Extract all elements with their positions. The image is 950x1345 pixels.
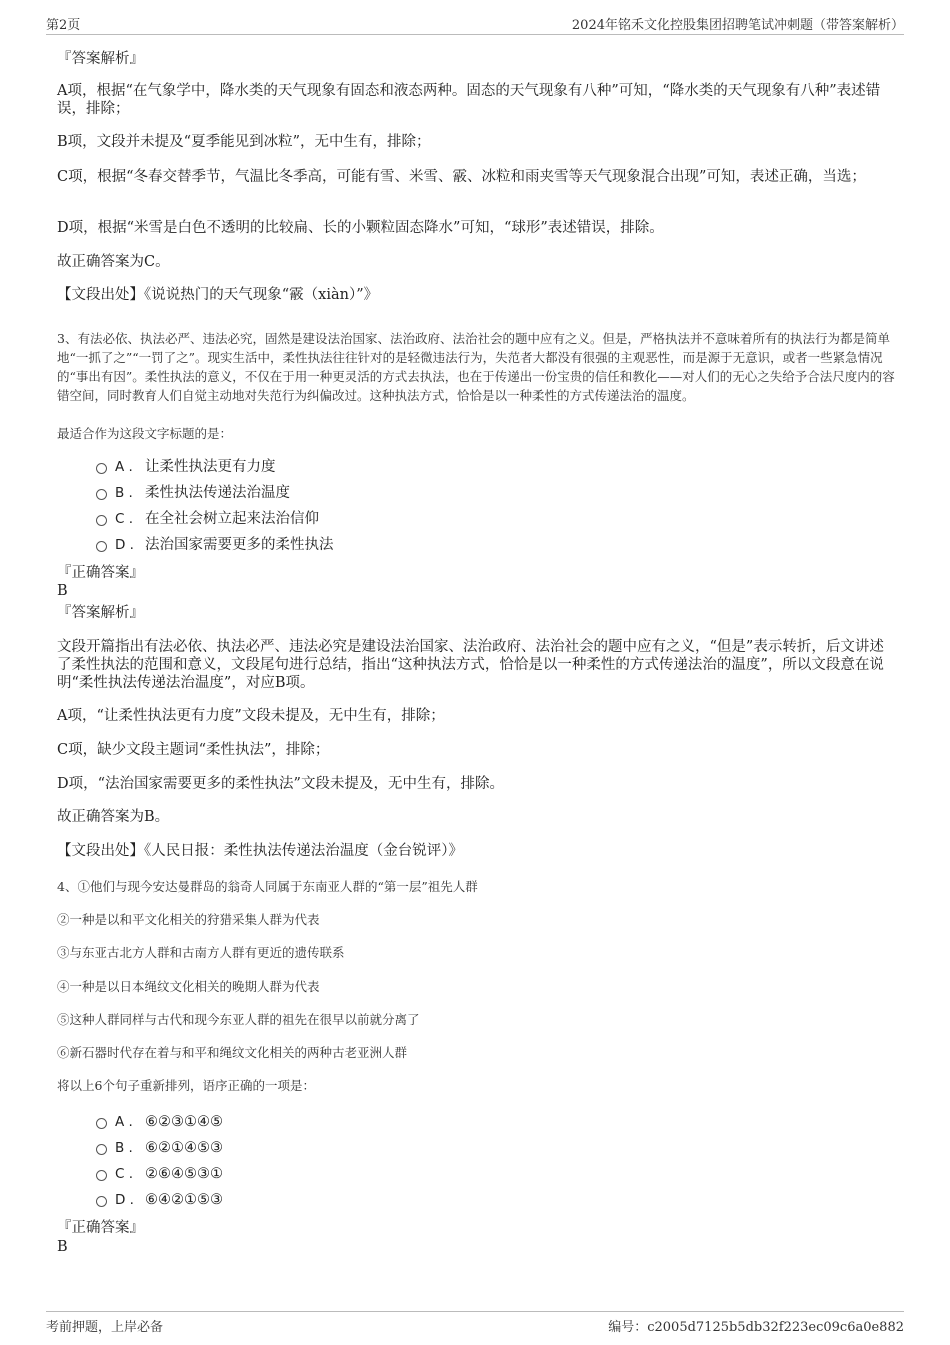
q2-analysis-a: A项，根据“在气象学中，降水类的天气现象有固态和液态两种。固态的天气现象有八种”可知，“降水类的天气现象有八种”表述错误，排除； (57, 83, 881, 117)
q2-source: 【文段出处】《说说热门的天气现象“霰（xiàn）”》 (57, 287, 379, 303)
radio-icon[interactable] (96, 541, 107, 552)
q3-analysis-main: 文段开篇指出有法必依、执法必严、违法必究是建设法治国家、法治政府、法治社会的题中应有之义，“但是”表示转折，后文讲述了柔性执法的范围和意义，文段尾句进行总结，指出“这种执法方式，恰恰是以一种柔性的方式传递法治的温度”，所以文段意在说明“柔性执法传递法治温度”，对应B项。 (57, 639, 884, 691)
q4-answer-label: 『正确答案』 (57, 1220, 144, 1236)
q4-option-d[interactable]: D . ⑥④②①⑤③ (96, 1191, 223, 1209)
q4-sentence-5: ⑤这种人群同样与古代和现今东亚人群的祖先在很早以前就分离了 (57, 1012, 420, 1027)
q4-sentence-3: ③与东亚古北方人群和古南方人群有更近的遗传联系 (57, 945, 345, 960)
radio-icon[interactable] (96, 515, 107, 526)
page-header (46, 14, 904, 35)
q4-sentence-1: 4、①他们与现今安达曼群岛的翁奇人同属于东南亚人群的“第一层”祖先人群 (57, 879, 478, 894)
radio-icon[interactable] (96, 489, 107, 500)
radio-icon[interactable] (96, 1196, 107, 1207)
q4-answer: B (57, 1239, 68, 1255)
q4-prompt: 将以上6个句子重新排列，语序正确的一项是： (57, 1078, 315, 1093)
q4-option-b[interactable]: B . ⑥②①④⑤③ (96, 1139, 223, 1157)
q2-analysis-d: D项，根据“米雪是白色不透明的比较扁、长的小颗粒固态降水”可知，“球形”表述错误，排除。 (57, 220, 664, 236)
q3-option-b[interactable]: B . 柔性执法传递法治温度 (96, 484, 290, 502)
q3-analysis-d: D项，“法治国家需要更多的柔性执法”文段未提及，无中生有，排除。 (57, 776, 504, 792)
q3-option-c[interactable]: C . 在全社会树立起来法治信仰 (96, 510, 319, 528)
q3-stem: 3、有法必依、执法必严、违法必究，固然是建设法治国家、法治政府、法治社会的题中应有之义。但是，严格执法并不意味着所有的执法行为都是简单地“一抓了之”“一罚了之”。现实生活中，柔性执法往往针对的是轻微违法行为，失范者大都没有很强的主观恶性，而是源于无意识，或者一些紧急情况的“事出有因”。柔性执法的意义，不仅在于用一种更灵活的方式去执法，也在于传递出一份宝贵的信任和教化——对人们的无心之失给予合法尺度内的容错空间，同时教育人们自觉主动地对失范行为纠偏改过。这种执法方式，恰恰是以一种柔性的方式传递法治的温度。 (57, 331, 895, 403)
page-number: 第2页 (46, 18, 81, 33)
q4-sentence-6: ⑥新石器时代存在着与和平和绳纹文化相关的两种古老亚洲人群 (57, 1045, 408, 1060)
footer-slogan: 考前押题，上岸必备 (46, 1320, 164, 1335)
q3-prompt: 最适合作为这段文字标题的是： (57, 426, 233, 441)
q4-sentence-4: ④一种是以日本绳纹文化相关的晚期人群为代表 (57, 979, 320, 994)
q3-option-d[interactable]: D . 法治国家需要更多的柔性执法 (96, 536, 334, 554)
q2-analysis-label: 『答案解析』 (57, 51, 144, 67)
footer-document-id: 编号：c2005d7125b5db32f223ec09c6a0e882 (608, 1320, 904, 1335)
q3-answer-label: 『正确答案』 (57, 565, 144, 581)
q3-option-a[interactable]: A . 让柔性执法更有力度 (96, 458, 276, 476)
q3-source: 【文段出处】《人民日报：柔性执法传递法治温度（金台锐评）》 (57, 843, 463, 859)
page-footer (46, 1311, 904, 1336)
q2-analysis-c: C项，根据“冬春交替季节，气温比冬季高，可能有雪、米雪、霰、冰粒和雨夹雪等天气现象混合出现”可知，表述正确，当选； (57, 169, 866, 185)
q3-answer: B (57, 583, 68, 599)
q3-analysis-c: C项，缺少文段主题词“柔性执法”，排除； (57, 742, 330, 758)
document-title: 2024年铭禾文化控股集团招聘笔试冲刺题（带答案解析） (571, 18, 904, 33)
radio-icon[interactable] (96, 1144, 107, 1155)
q4-sentence-2: ②一种是以和平文化相关的狩猎采集人群为代表 (57, 912, 320, 927)
q4-option-c[interactable]: C . ②⑥④⑤③① (96, 1165, 223, 1183)
q4-option-a[interactable]: A . ⑥②③①④⑤ (96, 1113, 223, 1131)
radio-icon[interactable] (96, 1170, 107, 1181)
radio-icon[interactable] (96, 463, 107, 474)
q3-conclusion: 故正确答案为B。 (57, 809, 170, 825)
q2-conclusion: 故正确答案为C。 (57, 254, 170, 270)
q2-analysis-b: B项，文段并未提及“夏季能见到冰粒”，无中生有，排除； (57, 134, 431, 150)
radio-icon[interactable] (96, 1118, 107, 1129)
q3-analysis-label: 『答案解析』 (57, 605, 144, 621)
q3-analysis-a: A项，“让柔性执法更有力度”文段未提及，无中生有，排除； (57, 708, 445, 724)
